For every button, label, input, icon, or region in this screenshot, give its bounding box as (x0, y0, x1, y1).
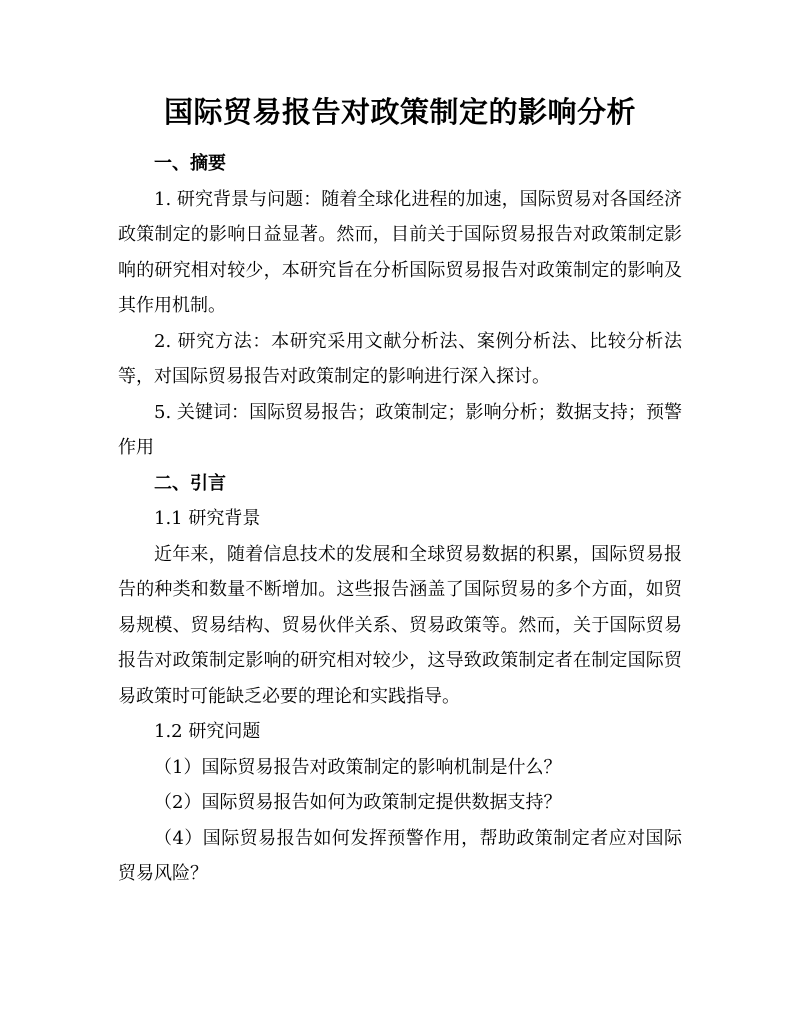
abstract-paragraph-methods: 2. 研究方法：本研究采用文献分析法、案例分析法、比较分析法等，对国际贸易报告对政策制定的影响进行深入探讨。 (118, 330, 682, 387)
research-question-item: （2）国际贸易报告如何为政策制定提供数据支持？ (154, 792, 562, 813)
section-heading-abstract: 一、摘要 (154, 153, 226, 174)
research-question-item: （4）国际贸易报告如何发挥预警作用，帮助政策制定者应对国际贸易风险？ (118, 827, 682, 884)
section-heading-intro: 二、引言 (154, 472, 226, 494)
intro-paragraph-background: 近年来，随着信息技术的发展和全球贸易数据的积累，国际贸易报告的种类和数量不断增加。这些报告涵盖了国际贸易的多个方面，如贸易规模、贸易结构、贸易伙伴关系、贸易政策等。然而，关于国际贸易报告对政策制定影响的研究相对较少，这导致政策制定者在制定国际贸易政策时可能缺乏必要的理论和实践指导。 (118, 543, 682, 707)
abstract-paragraph-keywords: 5. 关键词：国际贸易报告；政策制定；影响分析；数据支持；预警作用 (118, 401, 682, 458)
document-body (118, 146, 682, 892)
research-question-item: （1）国际贸易报告对政策制定的影响机制是什么？ (154, 756, 562, 778)
document-title: 国际贸易报告对政策制定的影响分析 (163, 95, 636, 129)
subsection-heading-background: 1.1 研究背景 (154, 508, 261, 529)
abstract-paragraph-background: 1. 研究背景与问题：随着全球化进程的加速，国际贸易对各国经济政策制定的影响日益显著。然而，目前关于国际贸易报告对政策制定影响的研究相对较少，本研究旨在分析国际贸易报告对政策制定的影响及其作用机制。 (118, 188, 682, 316)
subsection-heading-questions: 1.2 研究问题 (154, 721, 261, 742)
